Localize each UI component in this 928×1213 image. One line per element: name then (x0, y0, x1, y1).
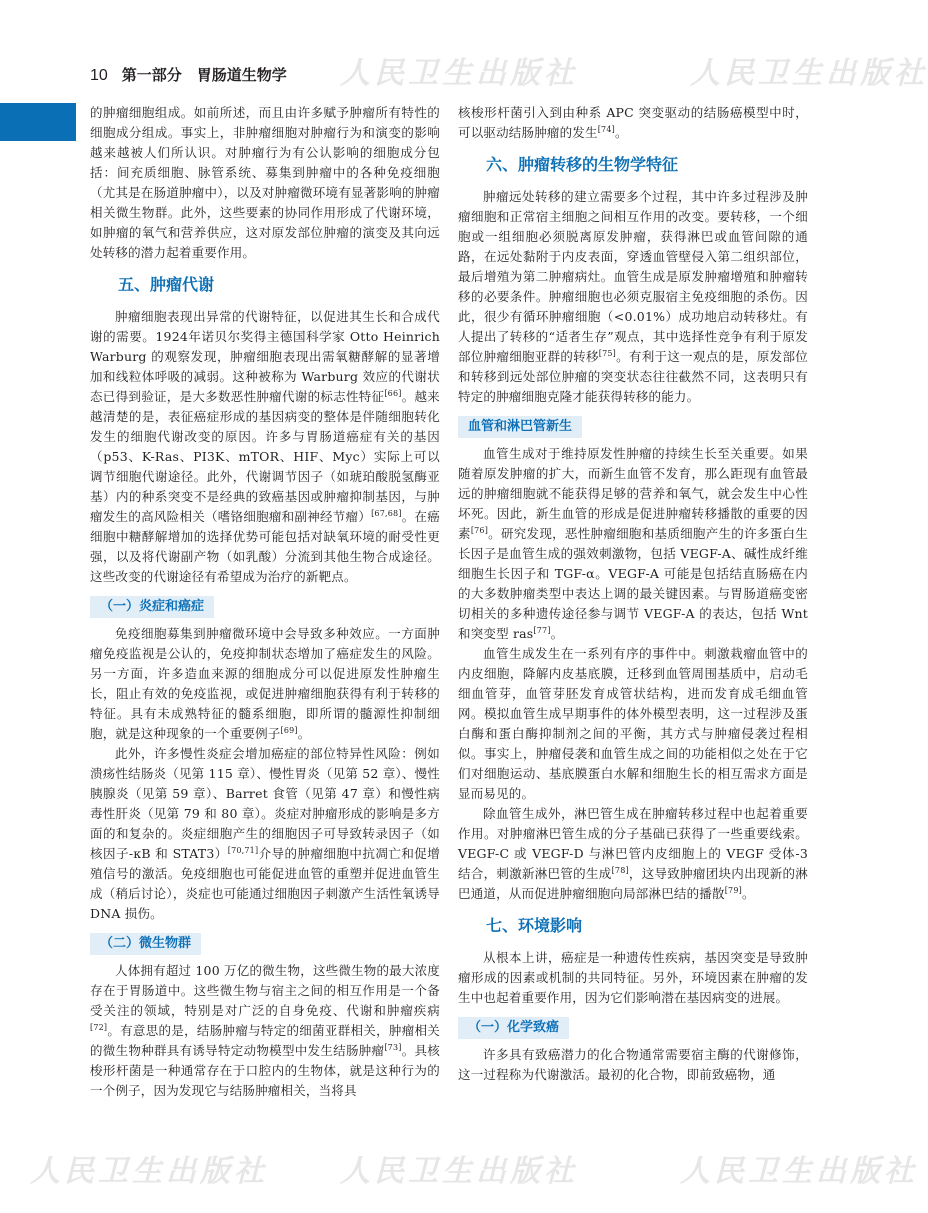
margin-color-bar (0, 103, 76, 141)
subsection-heading-inflammation: （一）炎症和癌症 (90, 596, 214, 618)
paragraph: 血管生成发生在一系列有序的事件中。刺激栽瘤血管中的内皮细胞，降解内皮基底膜，迁移到血管周围基质中，启动毛细血管芽，血管芽胚发育成管状结构，进而发育成毛细血管网。模拟血管生成早期事件的体外模型表明，这一过程涉及蛋白酶和蛋白酶抑制剂之间的平衡，其方式与肿瘤侵袭过程相似。事实上，肿瘤侵袭和血管生成之间的功能相似之处在于它们对细胞运动、基底膜蛋白水解和细胞生长的相互需求方面是显而易见的。 (458, 646, 808, 801)
paragraph: 此外，许多慢性炎症会增加癌症的部位特异性风险：例如溃疡性结肠炎（见第 115 章）、慢性胃炎（见第 52 章）、慢性胰腺炎（见第 59 章）、Barret 食管（见第 47 章）和慢性病毒性肝炎（见第 79 和 80 章）。炎症对肿瘤形成的影响是多方面的和复杂的。炎症细胞产生的细胞因子可导致转录因子（如核因子-κB 和 STAT3）[70,71]介导的肿瘤细胞中抗凋亡和促增殖信号的激活。免疫细胞也可能促进血管的重塑并促进血管生成（稍后讨论），炎症也可能通过细胞因子刺激产生活性氧诱导DNA 损伤。 (90, 746, 440, 921)
paragraph: 免疫细胞募集到肿瘤微环境中会导致多种效应。一方面肿瘤免疫监视是公认的，免疫抑制状态增加了癌症发生的风险。另一方面，许多造血来源的细胞成分可以促进原发性肿瘤生长，阻止有效的免疫监视，或促进肿瘤细胞获得有利于转移的特征。具有未成熟特征的髓系细胞，即所谓的髓源性抑制细胞，就是这种现象的一个重要例子[69]。 (90, 626, 440, 741)
paragraph: 许多具有致癌潜力的化合物通常需要宿主酶的代谢修饰，这一过程称为代谢激活。最初的化合物，即前致癌物，通 (458, 1047, 808, 1082)
paragraph: 肿瘤细胞表现出异常的代谢特征，以促进其生长和合成代谢的需要。1924年诺贝尔奖得主德国科学家 Otto Heinrich Warburg 的观察发现，肿瘤细胞表现出需氧糖酵解的显著增加和线粒体呼吸的减弱。这种被称为 Warburg 效应的代谢状态已得到验证，是大多数恶性肿瘤代谢的标志性特征[66]。越来越清楚的是，表征癌症形成的基因病变的整体是伴随细胞转化发生的细胞代谢改变的原因。许多与胃肠道癌症有关的基因（p53、K-Ras、PI3K、mTOR、HIF、Myc）实际上可以调节细胞代谢途径。此外，代谢调节因子（如琥珀酸脱氢酶亚基）内的种系突变不是经典的致癌基因或肿瘤抑制基因，与肿瘤发生的高风险相关（嗜铬细胞瘤和副神经节瘤）[67,68]。在癌细胞中糖酵解增加的选择优势可能包括对缺氧环境的耐受性更强，以及将代谢副产物（如乳酸）分流到其他生物合成途径。这些改变的代谢途径有希望成为治疗的新靶点。 (90, 309, 440, 584)
paragraph: 人体拥有超过 100 万亿的微生物，这些微生物的最大浓度存在于胃肠道中。这些微生物与宿主之间的相互作用是一个备受关注的领域，特别是对广泛的自身免疫、代谢和肿瘤疾病[72]。有意思的是，结肠肿瘤与特定的细菌亚群相关，肿瘤相关的微生物种群具有诱导特定动物模型中发生结肠肿瘤[73]。具核梭形杆菌是一种通常存在于口腔内的生物体，就是这种行为的一个例子，因为发现它与结肠肿瘤相关，当将具 (90, 963, 440, 1098)
paragraph: 的肿瘤细胞组成。如前所述，而且由许多赋予肿瘤所有特性的细胞成分组成。事实上，非肿瘤细胞对肿瘤行为和演变的影响越来越被人们所认识。对肿瘤行为有公认影响的细胞成分包括：间充质细胞、脉管系统、募集到肿瘤中的各种免疫细胞（尤其是在肠道肿瘤中），以及对肿瘤微环境有显著影响的肿瘤相关微生物群。此外，这些要素的协同作用形成了代谢环境，如肿瘤的氧气和营养供应，这对原发部位肿瘤的演变及其向远处转移的潜力起着重要作用。 (90, 105, 440, 260)
left-column (90, 103, 440, 1101)
watermark-bottom-right: 人民卫生出版社 (680, 1154, 918, 1189)
subsection-heading-chemical-carcinogenesis: （一）化学致癌 (458, 1017, 569, 1039)
paragraph: 核梭形杆菌引入到由种系 APC 突变驱动的结肠癌模型中时，可以驱动结肠肿瘤的发生[74]。 (458, 105, 808, 140)
page-number: 10 (90, 67, 108, 84)
watermark-bottom-left: 人民卫生出版社 (30, 1154, 268, 1189)
section-heading-metastasis: 六、肿瘤转移的生物学特征 (486, 155, 679, 174)
page-header (90, 64, 287, 90)
paragraph: 血管生成对于维持原发性肿瘤的持续生长至关重要。如果随着原发肿瘤的扩大，而新生血管不发育，那么距现有血管最远的肿瘤细胞就不能获得足够的营养和氧气，就会发生中心性坏死。因此，新生血管的形成是促进肿瘤转移播散的重要的因素[76]。研究发现，恶性肿瘤细胞和基质细胞产生的许多蛋白生长因子是血管生成的强效刺激物，包括 VEGF-A、碱性成纤维细胞生长因子和 TGF-α。VEGF-A 可能是包括结直肠癌在内的大多数肿瘤类型中表达上调的最关键因素。与胃肠道癌变密切相关的多种遗传途径参与调节 VEGF-A 的表达，包括 Wnt 和突变型 ras[77]。 (458, 446, 808, 641)
section-heading-metabolism: 五、肿瘤代谢 (118, 275, 215, 294)
right-column (458, 103, 808, 1085)
subsection-heading-angiogenesis: 血管和淋巴管新生 (458, 416, 582, 438)
watermark-top-right: 人民卫生出版社 (690, 56, 928, 91)
section-heading-environment: 七、环境影响 (486, 916, 583, 935)
subsection-heading-microbiota: （二）微生物群 (90, 933, 201, 955)
watermark-top: 人民卫生出版社 (340, 56, 578, 91)
watermark-bottom: 人民卫生出版社 (340, 1154, 578, 1189)
part-title: 第一部分 胃肠道生物学 (121, 66, 287, 84)
paragraph: 从根本上讲，癌症是一种遗传性疾病，基因突变是导致肿瘤形成的因素或机制的共同特征。另外，环境因素在肿瘤的发生中也起着重要作用，因为它们影响潜在基因病变的进展。 (458, 950, 808, 1005)
paragraph: 肿瘤远处转移的建立需要多个过程，其中许多过程涉及肿瘤细胞和正常宿主细胞之间相互作用的改变。要转移，一个细胞或一组细胞必须脱离原发肿瘤，获得淋巴或血管间隙的通路，在远处黏附于内皮表面，穿透血管壁侵入第二组织部位，最后增殖为第二肿瘤病灶。血管生成是原发肿瘤增殖和肿瘤转移的必要条件。肿瘤细胞也必须克服宿主免疫细胞的杀伤。因此，很少有循环肿瘤细胞（<0.01%）成功地启动转移灶。有人提出了转移的“适者生存”观点，其中选择性竞争有利于原发部位肿瘤细胞亚群的转移[75]。有利于这一观点的是，原发部位和转移到远处部位肿瘤的突变状态往往截然不同，这表明只有特定的肿瘤细胞克隆才能获得转移的能力。 (458, 189, 808, 404)
paragraph: 除血管生成外，淋巴管生成在肿瘤转移过程中也起着重要作用。对肿瘤淋巴管生成的分子基础已获得了一些重要线索。VEGF-C 或 VEGF-D 与淋巴管内皮细胞上的 VEGF 受体-3 结合，刺激新淋巴管的生成[78]，这导致肿瘤团块内出现新的淋巴通道，从而促进肿瘤细胞向局部淋巴结的播散[79]。 (458, 806, 808, 901)
